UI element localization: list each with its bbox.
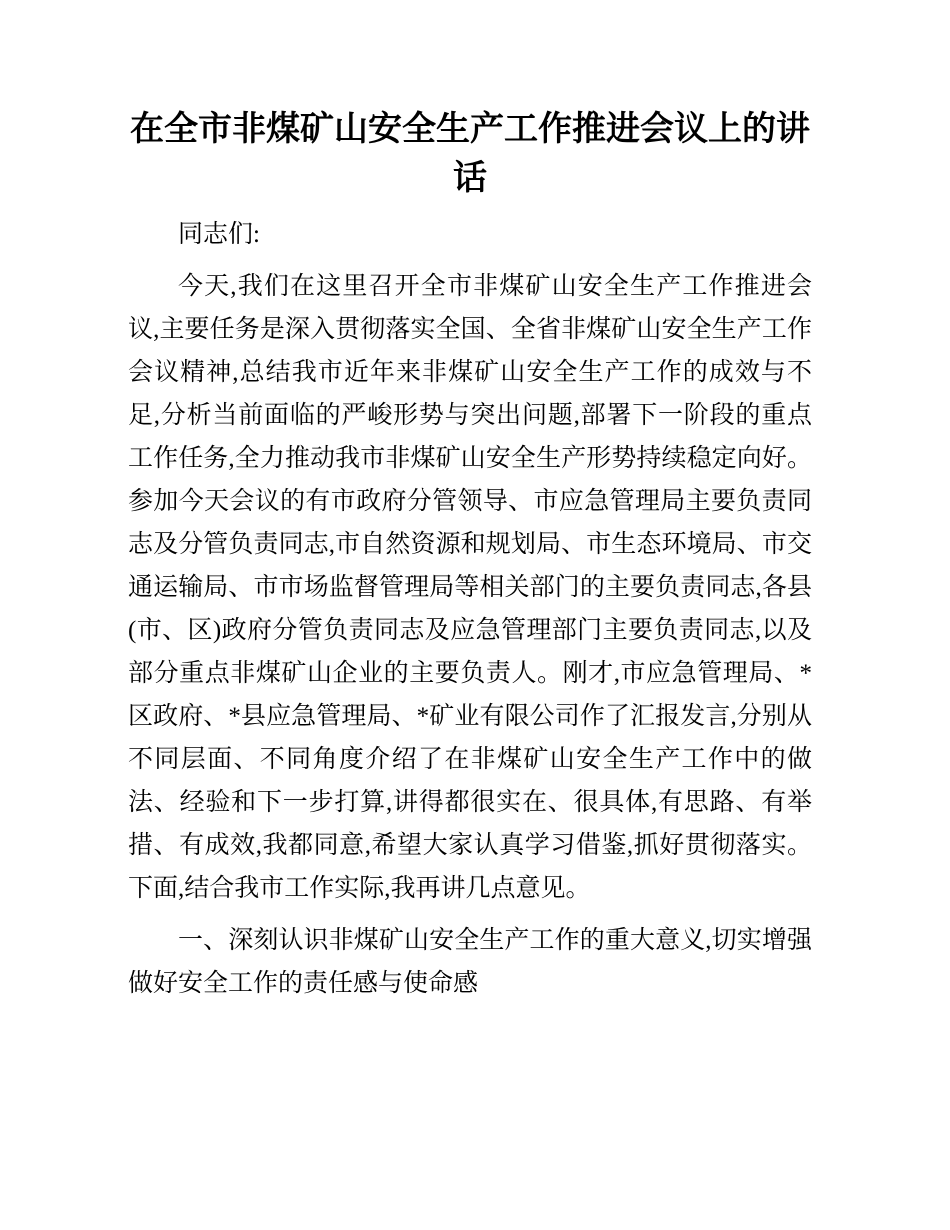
salutation-paragraph: 同志们:: [178, 221, 260, 248]
document-title: 在全市非煤矿山安全生产工作推进会议上的讲话: [130, 110, 810, 197]
section-heading: 一、深刻认识非煤矿山安全生产工作的重大意义,切实增强做好安全工作的责任感与使命感: [128, 927, 812, 997]
body-paragraph: 今天,我们在这里召开全市非煤矿山安全生产工作推进会议,主要任务是深入贯彻落实全国、全省非煤矿山安全生产工作会议精神,总结我市近年来非煤矿山安全生产工作的成效与不足,分析当前面临的严峻形势与突出问题,部署下一阶段的重点工作任务,全力推动我市非煤矿山安全生产形势持续稳定向好。参加今天会议的有市政府分管领导、市应急管理局主要负责同志及分管负责同志,市自然资源和规划局、市生态环境局、市交通运输局、市市场监督管理局等相关部门的主要负责同志,各县(市、区)政府分管负责同志及应急管理部门主要负责同志,以及部分重点非煤矿山企业的主要负责人。刚才,市应急管理局、*区政府、*县应急管理局、*矿业有限公司作了汇报发言,分别从不同层面、不同角度介绍了在非煤矿山安全生产工作中的做法、经验和下一步打算,讲得都很实在、很具体,有思路、有举措、有成效,我都同意,希望大家认真学习借鉴,抓好贯彻落实。下面,结合我市工作实际,我再讲几点意见。: [128, 273, 812, 902]
